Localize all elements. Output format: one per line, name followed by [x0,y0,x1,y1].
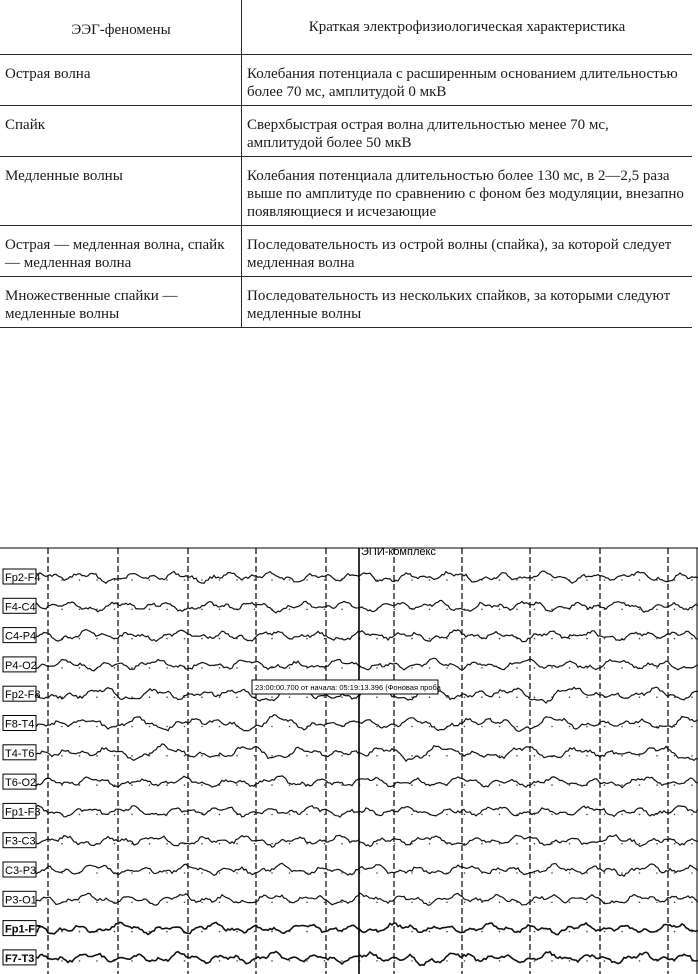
eeg-recording-figure [0,540,698,974]
eeg-trace [36,630,698,642]
channel-label: T6-O2 [5,777,37,790]
phenomenon-cell: Медленные волны [0,157,242,226]
eeg-trace [36,744,698,761]
eeg-trace [36,715,698,732]
description-cell: Сверхбыстрая острая волна длительностью менее 70 мс, амплитудой более 50 мкВ [242,106,693,157]
channel-label: T4-T6 [5,747,35,760]
timestamp-tooltip-text: 23:00:00.700 от начала: 05:19:13.396 (Фоновая проба [255,683,441,692]
eeg-trace [36,863,698,876]
channel-label: F3-C3 [5,835,36,848]
eeg-trace [36,600,698,613]
header-phenomena: ЭЭГ-феномены [0,0,242,55]
eeg-trace [36,922,698,934]
phenomenon-cell: Острая волна [0,55,242,106]
phenomenon-cell: Спайк [0,106,242,157]
channel-label: F7-T3 [5,952,35,965]
eeg-trace [36,571,698,583]
description-cell: Последовательность из острой волны (спайка), за которой следует медленная волна [242,226,693,277]
channel-label: C3-P3 [5,865,37,877]
table-row [0,157,692,226]
table-header-row [0,0,692,55]
channel-label: C4-P4 [5,630,37,643]
channel-label: Fp2-F8 [5,689,41,702]
channel-label: Fp2-F4 [5,572,41,584]
eeg-trace [36,952,698,966]
table-row [0,106,692,157]
eeg-trace [36,776,698,788]
eeg-trace [36,893,698,905]
phenomenon-cell: Острая — медленная волна, спайк — медленная волна [0,226,242,277]
eeg-grid [0,548,698,974]
channel-label: F4-C4 [5,601,36,614]
table-row [0,226,692,277]
eeg-trace [36,658,698,671]
eeg-phenomena-table [0,0,692,328]
channel-label: F8-T4 [5,718,35,731]
epi-marker-label: ЭПИ-комплекс [361,546,436,558]
eeg-traces [0,540,698,974]
eeg-trace-group [36,571,698,974]
timestamp-tooltip [252,680,442,694]
channel-label: Fp1-F7 [5,923,42,936]
channel-label: Fp1-F3 [5,806,41,819]
eeg-trace [36,805,698,817]
table-row [0,277,692,328]
description-cell: Колебания потенциала с расширенным основанием длительностью более 70 мс, амплитудой 0 мкВ [242,55,693,106]
description-cell: Последовательность из нескольких спайков, за которыми следуют медленные волны [242,277,693,328]
eeg-trace [36,835,698,847]
description-cell: Колебания потенциала длительностью более 130 мс, в 2—2,5 раза выше по амплитуде по сравнению с фоном без модуляции, внезапно появляющиеся и исчезающие [242,157,693,226]
channel-label: P4-O2 [5,659,37,672]
eeg-channel-labels [3,569,41,974]
channel-label: P3-O1 [5,894,37,907]
table-row [0,55,692,106]
header-characteristics: Краткая электрофизиологическая характеристика [242,0,693,55]
phenomenon-cell: Множественные спайки — медленные волны [0,277,242,328]
